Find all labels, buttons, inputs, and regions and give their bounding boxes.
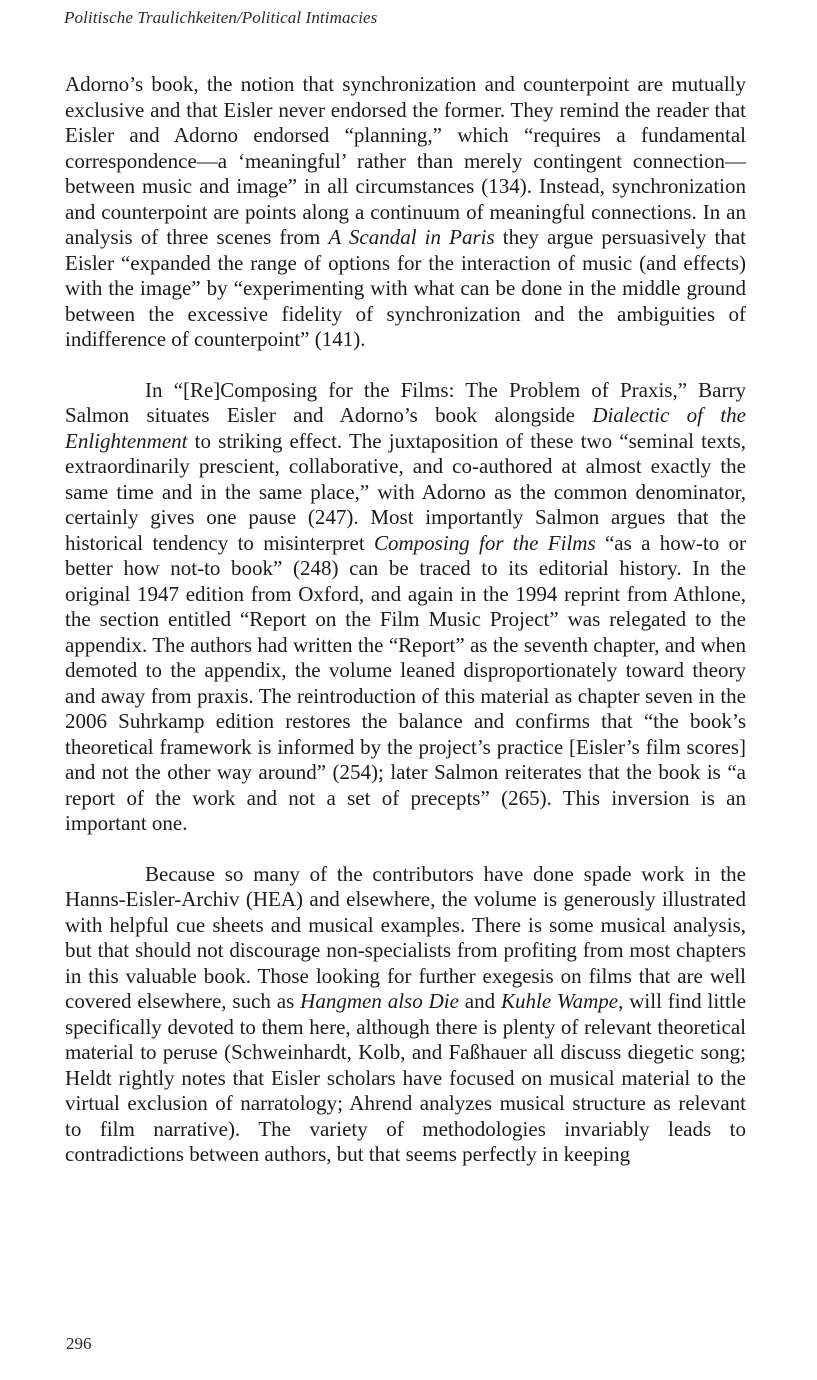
running-header: Politische Traulichkeiten/Political Intimacies: [64, 8, 378, 27]
paragraph-3: [65, 862, 746, 1168]
page-number: 296: [66, 1334, 92, 1353]
text-segment: Because so many of the contributors have done spade work in the Hanns-Eisler-Archiv (HEA) and elsewhere, the volume is generously illustrated with helpful cue sheets and musical examples. There is some musical analysis, but that should not discourage non-specialists from profiting from most chapters in this valuable book. Those looking for further exegesis on films that are well covered elsewhere, such as: [65, 861, 746, 1013]
text-segment: to striking effect. The juxtaposition of these two “seminal texts, extraordinarily prescient, collaborative, and co-authored at almost exactly the same time and in the same place,” with Adorno as the common denominator, certainly gives one pause (247). Most importantly Salmon argues that the historical tendency to misinterpret: [65, 428, 746, 555]
text-segment: “as a how-to or better how not-to book” (248) can be traced to its editorial history. In the original 1947 edition from Oxford, and again in the 1994 reprint from Athlone, the section entitled “Report on the Film Music Project” was relegated to the appendix. The authors had written the “Report” as the seventh chapter, and when demoted to the appendix, the volume leaned disproportionately toward theory and away from praxis. The reintroduction of this material as chapter seven in the 2006 Suhrkamp edition restores the balance and confirms that “the book’s theoretical framework is informed by the project’s practice [Eisler’s film scores] and not the other way around” (254); later Salmon reiterates that the book is “a report of the work and not a set of precepts” (265). This inversion is an important one.: [65, 530, 746, 835]
text-segment: In “[Re]Composing for the Films: The Problem of Praxis,” Barry Salmon situates Eisler and Adorno’s book alongside: [65, 377, 746, 427]
text-segment: , will find little specifically devoted to them here, although there is plenty of relevant theoretical material to peruse (Schweinhardt, Kolb, and Faßhauer all discuss diegetic song; Heldt rightly notes that Eisler scholars have focused on musical material to the virtual exclusion of narratology; Ahrend analyzes musical structure as relevant to film narrative). The variety of methodologies invariably leads to contradictions between authors, but that seems perfectly in keeping: [65, 989, 747, 1166]
text-segment: they argue persuasively that Eisler “expanded the range of options for the interaction of music (and effects) with the image” by “experimenting with what can be done in the middle ground between the excessive fidelity of synchronization and the ambiguities of indifference of counterpoint” (141).: [65, 225, 746, 351]
book-title-italic: Composing for the Films: [374, 530, 596, 555]
film-title-italic: Kuhle Wampe: [501, 989, 619, 1013]
film-title-italic: Hangmen also Die: [300, 989, 459, 1013]
body-text: [65, 72, 746, 1193]
book-title-italic: Dialectic of the Enlightenment: [65, 403, 746, 453]
paragraph-2: [65, 378, 746, 837]
text-segment: and: [458, 989, 502, 1013]
text-segment: Adorno’s book, the notion that synchronization and counterpoint are mutually exclusive and that Eisler never endorsed the former. They remind the reader that Eisler and Adorno endorsed “planning,” which “requires a fundamental correspondence—a ‘meaningful’ rather than merely contingent connection—between music and image” in all circumstances (134). Instead, synchronization and counterpoint are points along a continuum of meaningful connections. In an analysis of three scenes from: [65, 72, 746, 249]
book-title-italic: A Scandal in Paris: [328, 225, 495, 249]
paragraph-1: [65, 72, 746, 353]
